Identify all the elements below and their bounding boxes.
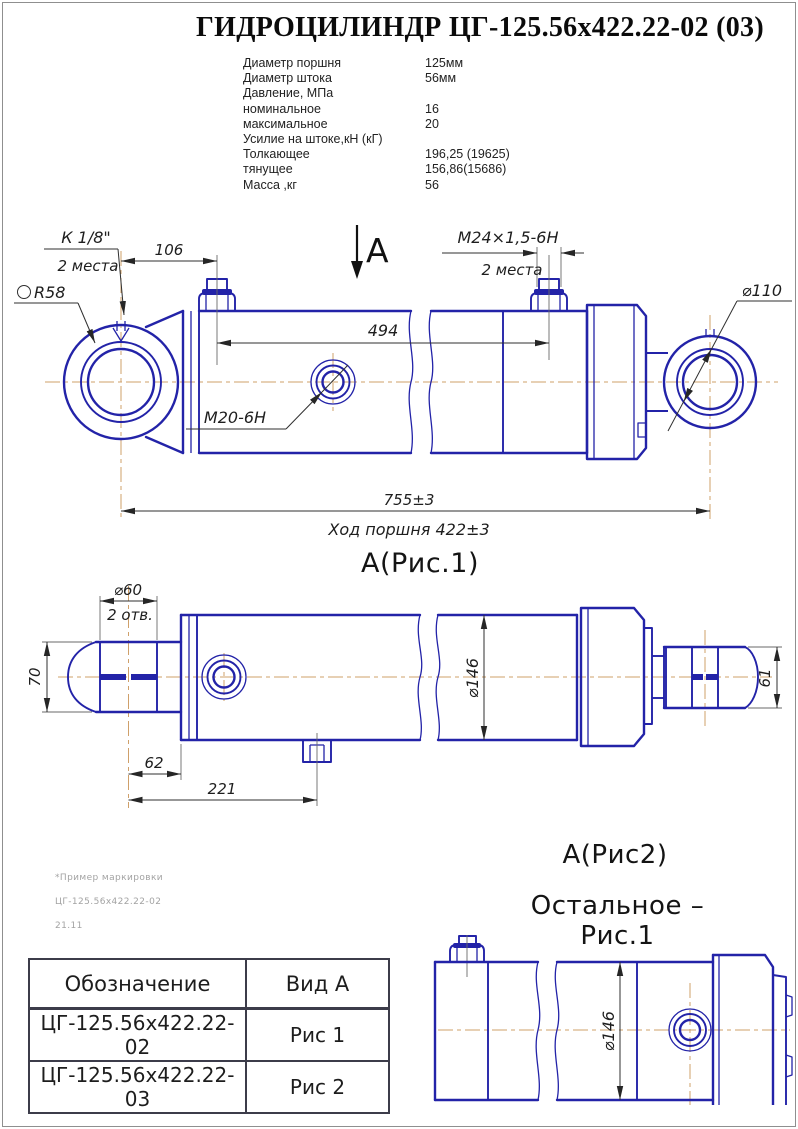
dim-106: 106: [154, 241, 184, 259]
view2-subheading: Остальное –Рис.1: [530, 891, 705, 951]
variant-table: [28, 958, 390, 1114]
dim-70: 70: [26, 667, 44, 687]
spec-row: Давление, МПа: [243, 86, 334, 101]
spec-row: Толкающее 196,25 (19625): [243, 147, 510, 162]
dim-61: 61: [756, 668, 774, 688]
view1-heading: А(Рис.1): [361, 548, 479, 579]
dim-62: 62: [144, 754, 164, 772]
dim-60: ⌀60: [113, 581, 143, 599]
note-line: 21.11: [55, 921, 83, 931]
spec-row: Диаметр штока 56мм: [243, 71, 457, 86]
view-a-ris1: [0, 568, 798, 820]
note-line: *Пример маркировки: [55, 873, 164, 883]
spec-row: максимальное 20: [243, 116, 439, 131]
table-header-designation: Обозначение: [29, 959, 246, 1009]
cell-view: Рис 1: [246, 1009, 389, 1062]
spec-row: Диаметр поршня 125мм: [243, 56, 464, 70]
page-title: ГИДРОЦИЛИНДР ЦГ-125.56х422.22-02 (03): [196, 12, 764, 43]
cell-view: Рис 2: [246, 1061, 389, 1113]
spec-row: Масса ,кг 56: [243, 177, 439, 192]
dim-146: ⌀146: [463, 657, 482, 699]
dim-110: ⌀110: [741, 281, 783, 300]
label-m24-places: 2 места: [481, 261, 543, 279]
dim-221: 221: [207, 780, 237, 798]
view-a-ris2: [420, 935, 798, 1105]
label-m24: М24×1,5-6Н: [457, 228, 559, 247]
table-row: [29, 1009, 389, 1062]
dimensions: [14, 225, 792, 511]
dim-494: 494: [367, 321, 399, 340]
table-header-view: Вид А: [246, 959, 389, 1009]
dim-stroke: Ход поршня 422±3: [328, 520, 490, 539]
label-k18-places: 2 места: [57, 257, 119, 275]
spec-row: тянущее 156,86(15686): [243, 162, 507, 177]
label-m20: М20-6Н: [203, 408, 267, 427]
cell-designation: ЦГ-125.56х422.22-02: [29, 1009, 246, 1062]
spec-row: Усилие на штоке,кН (кГ): [243, 132, 383, 147]
label-k18: К 1/8": [61, 228, 111, 247]
section-arrow: [351, 261, 363, 279]
section-letter-a: А: [366, 231, 389, 270]
label-r58: R58: [34, 283, 66, 302]
note-line: ЦГ-125.56х422.22-02: [55, 897, 162, 907]
spec-list: [243, 56, 583, 193]
main-cylinder-view: [0, 215, 798, 547]
spec-row: номинальное 16: [243, 101, 439, 116]
cylinder-geometry: [64, 279, 756, 459]
dim-755: 755±3: [383, 491, 435, 509]
table-row: [29, 1061, 389, 1113]
dim-146-view2: ⌀146: [599, 1010, 618, 1052]
dimensions: [42, 596, 782, 806]
cell-designation: ЦГ-125.56х422.22-03: [29, 1061, 246, 1113]
view-a-geometry: [68, 608, 758, 762]
marking-note: [55, 866, 163, 938]
view2-heading: А(Рис2): [562, 840, 668, 870]
label-2-holes: 2 отв.: [107, 606, 153, 624]
